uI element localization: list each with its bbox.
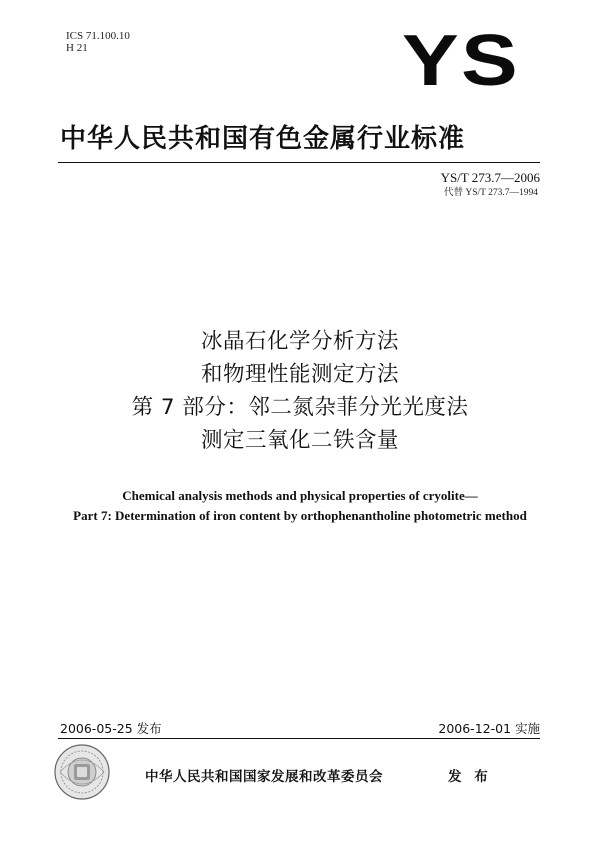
ics-code: ICS 71.100.10	[66, 30, 130, 42]
implement-date: 2006-12-01 实施	[438, 721, 540, 736]
category-code: H 21	[66, 42, 88, 54]
chinese-title-line: 和物理性能测定方法	[200, 362, 399, 387]
standard-title: 中华人民共和国有色金属行业标准	[60, 124, 466, 154]
chinese-title-line: 第 7 部分：邻二氮杂菲分光光度法	[131, 395, 469, 420]
chinese-title-line: 冰晶石化学分析方法	[200, 329, 399, 354]
standard-code: YS/T 273.7—2006	[440, 170, 540, 185]
anti-counterfeit-seal	[52, 742, 112, 802]
seal-icon	[52, 742, 112, 802]
bottom-divider	[58, 738, 540, 739]
ics-block	[66, 30, 130, 54]
issuing-authority: 中华人民共和国国家发展和改革委员会	[145, 769, 383, 785]
ys-logo: YS	[401, 21, 520, 101]
english-title-line: Part 7: Determination of iron content by orthophenantholine photometric method	[73, 508, 527, 523]
replaces-code: 代替 YS/T 273.7—1994	[443, 188, 538, 198]
publish-date: 2006-05-25 发布	[60, 721, 162, 736]
english-title	[0, 486, 600, 526]
english-title-line: Chemical analysis methods and physical properties of cryolite—	[122, 488, 478, 503]
chinese-title-line: 测定三氧化二铁含量	[200, 428, 399, 453]
top-divider	[58, 162, 540, 163]
issue-label: 发 布	[448, 769, 492, 785]
chinese-title	[0, 325, 600, 457]
